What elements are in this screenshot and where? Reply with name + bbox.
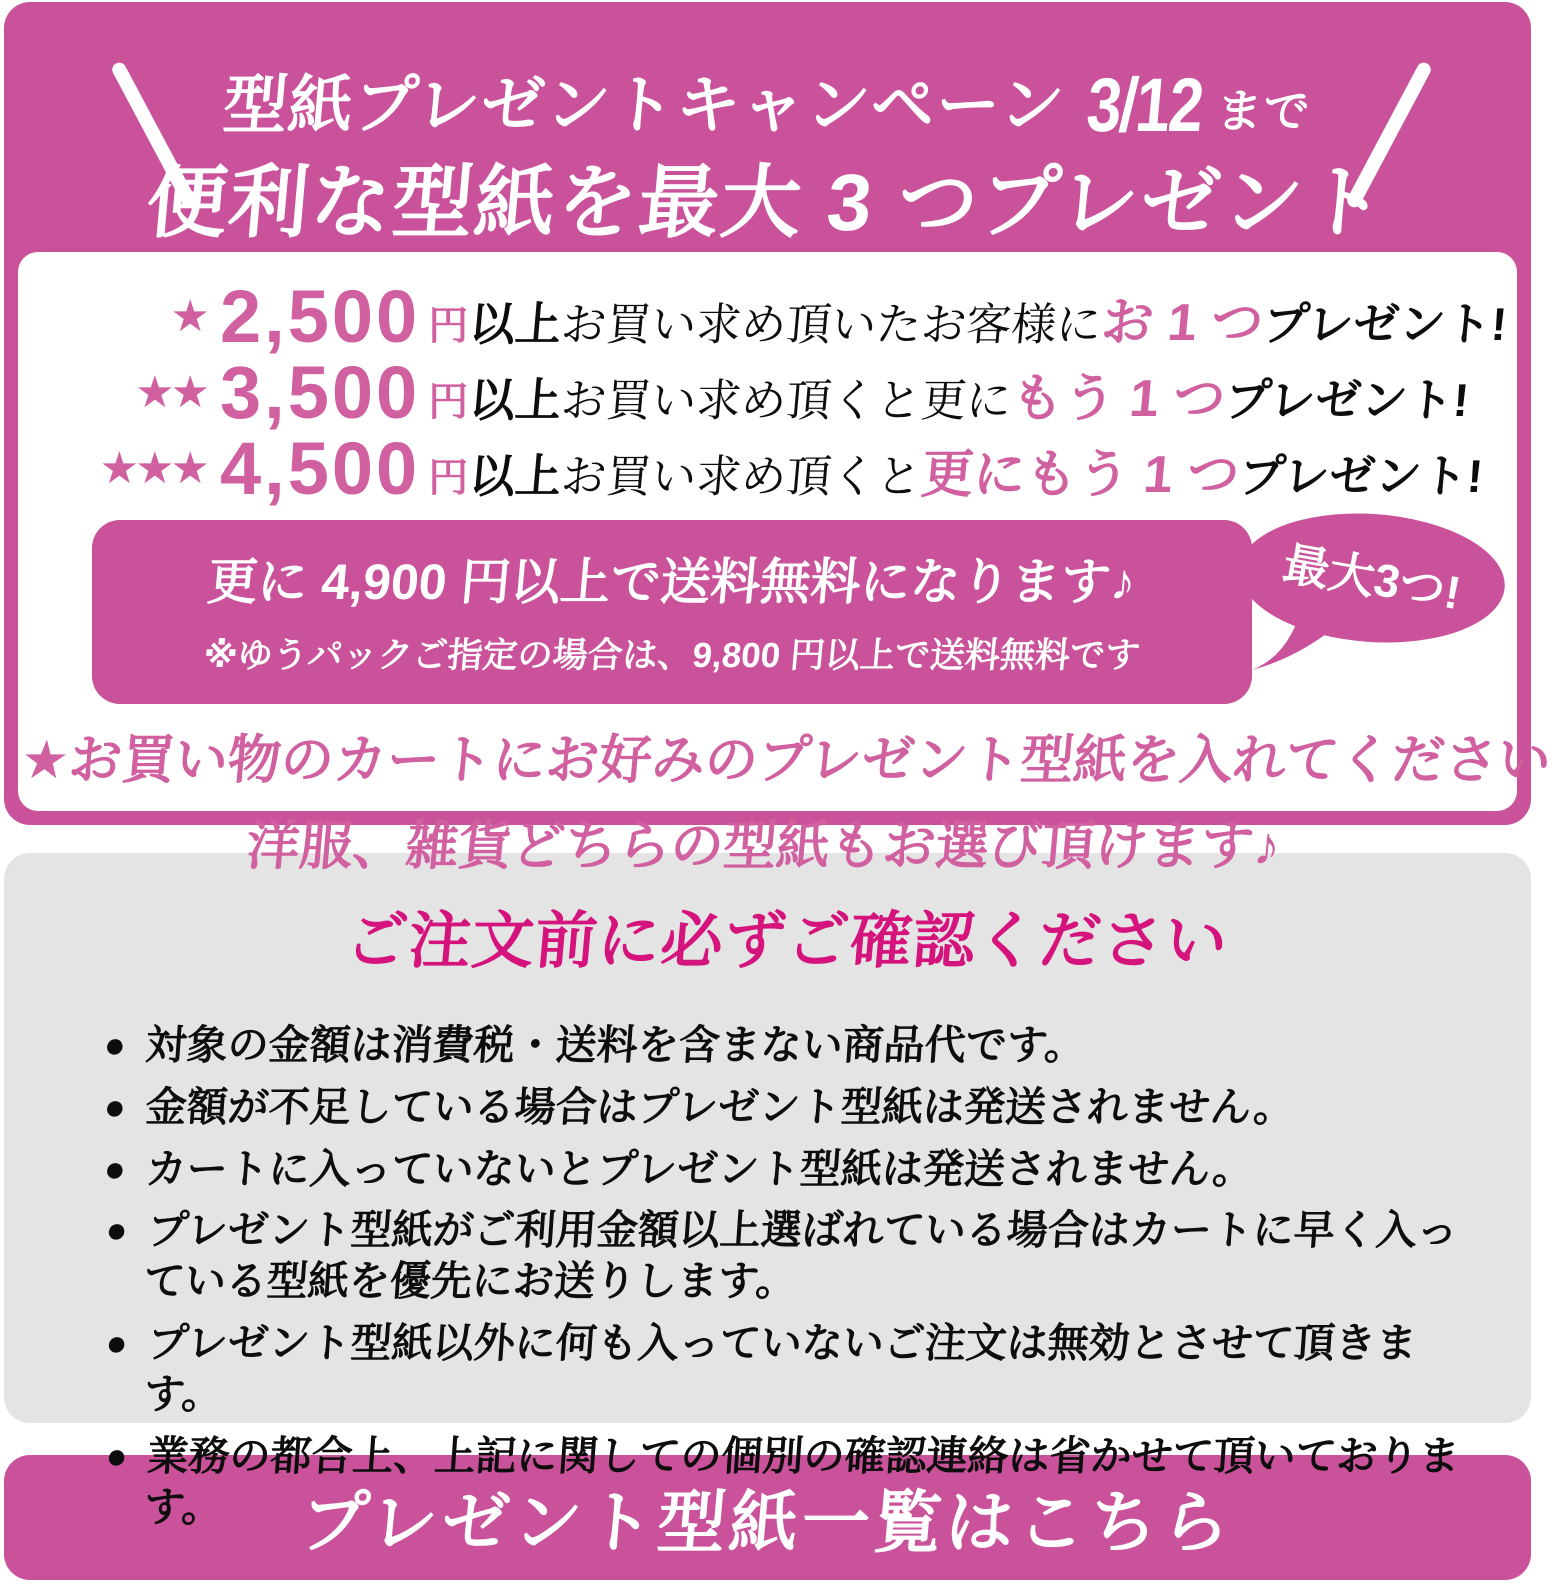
tier-row-1 xyxy=(18,274,1517,358)
yupack-note: ※ゆうパックご指定の場合は、9,800 円以上で送料無料です xyxy=(201,636,1142,675)
yen-unit-2: 円 xyxy=(428,379,469,424)
free-shipping-line: 更に 4,900 円以上で送料無料になります♪ xyxy=(205,554,1139,610)
tier-amount-3: 4,500 xyxy=(220,426,421,510)
bullet-icon: ● xyxy=(102,1147,128,1189)
free-shipping-row xyxy=(92,520,1517,704)
tier-threshold-3: 以上 xyxy=(467,449,564,501)
tier-highlight-1: お 1 つ xyxy=(1099,293,1266,352)
tier-text-1 xyxy=(467,278,1511,355)
max-three-bubble xyxy=(1230,508,1510,678)
yen-unit-1: 円 xyxy=(428,303,469,348)
campaign-header xyxy=(4,2,1531,252)
campaign-title-line-2: 便利な型紙を最大 3 つプレゼント xyxy=(143,158,1391,247)
notice-text-5: プレゼント型紙以外に何も入っていないご注文は無効とさせて頂きます。 xyxy=(142,1320,1419,1417)
campaign-banner xyxy=(4,2,1554,876)
tier-threshold-1: 以上 xyxy=(467,297,564,349)
yen-unit-3: 円 xyxy=(428,455,469,500)
notice-item-5 xyxy=(100,1318,1474,1420)
notice-item-2 xyxy=(102,1082,1473,1133)
tier-gift-label-1: プレゼント! xyxy=(1261,297,1510,349)
tier-description-1: お買い求め頂いたお客様に xyxy=(559,298,1104,350)
cart-instruction-line-2: 洋服、雑貨どちらの型紙もお選び頂けます♪ xyxy=(244,817,1283,876)
notice-text-2: 金額が不足している場合はプレゼント型紙は発送されません。 xyxy=(144,1083,1297,1130)
tier-amount-2: 3,500 xyxy=(220,350,421,434)
tier-threshold-2: 以上 xyxy=(467,373,564,425)
star-rating-1: ★ xyxy=(170,291,206,341)
free-shipping-box xyxy=(92,520,1252,704)
bullet-icon: ● xyxy=(102,1024,128,1065)
notice-item-3 xyxy=(102,1144,1473,1195)
tier-row-3 xyxy=(18,426,1517,510)
tier-row-2 xyxy=(18,350,1517,434)
bullet-icon: ● xyxy=(104,1209,130,1251)
campaign-deadline-date: 3/12 xyxy=(1083,63,1206,148)
notice-text-6: 業務の都合上、上記に関しての個別の確認連絡は省かせて頂いております。 xyxy=(142,1432,1462,1530)
notice-text-1: 対象の金額は消費税・送料を含まない商品代です。 xyxy=(144,1022,1088,1068)
tier-text-2 xyxy=(467,354,1473,431)
tier-highlight-3: 更にもう 1 つ xyxy=(919,445,1242,504)
notice-item-1 xyxy=(102,1020,1473,1071)
tier-description-3: お買い求め頂くと xyxy=(559,450,924,502)
campaign-title-text: 型紙プレゼントキャンペーン xyxy=(220,69,1068,141)
campaign-title-line-1 xyxy=(0,54,1535,149)
cart-instruction-line-1: ★お買い物のカートにお好みのプレゼント型紙を入れてください xyxy=(18,731,1554,790)
tier-highlight-2: もう 1 つ xyxy=(1009,369,1228,428)
campaign-body xyxy=(18,252,1554,876)
tier-description-2: お買い求め頂くと更に xyxy=(559,374,1014,426)
tier-gift-label-3: プレゼント! xyxy=(1237,449,1486,501)
bullet-icon: ● xyxy=(104,1322,130,1364)
notice-item-4 xyxy=(100,1205,1474,1307)
notice-list xyxy=(104,1020,1471,1532)
campaign-deadline-suffix: まで xyxy=(1213,85,1313,137)
notice-text-4: プレゼント型紙がご利用金額以上選ばれている場合はカートに早く入っている型紙を優先にお送りします。 xyxy=(142,1207,1460,1305)
tier-amount-1: 2,500 xyxy=(220,274,421,358)
star-rating-3: ★★★ xyxy=(99,443,206,493)
bullet-icon: ● xyxy=(102,1085,128,1127)
bubble-label: 最大3つ! xyxy=(1279,536,1465,620)
notice-text-3: カートに入っていないとプレゼント型紙は発送されません。 xyxy=(144,1145,1256,1192)
tier-gift-label-2: プレゼント! xyxy=(1223,373,1472,425)
star-rating-2: ★★ xyxy=(135,367,206,417)
cart-instruction xyxy=(11,718,1554,880)
notice-heading: ご注文前に必ずご確認ください xyxy=(342,907,1231,976)
pattern-list-button-label: プレゼント型紙一覧はこちら xyxy=(297,1485,1237,1561)
bullet-icon: ● xyxy=(104,1434,130,1476)
tier-text-3 xyxy=(467,430,1487,507)
